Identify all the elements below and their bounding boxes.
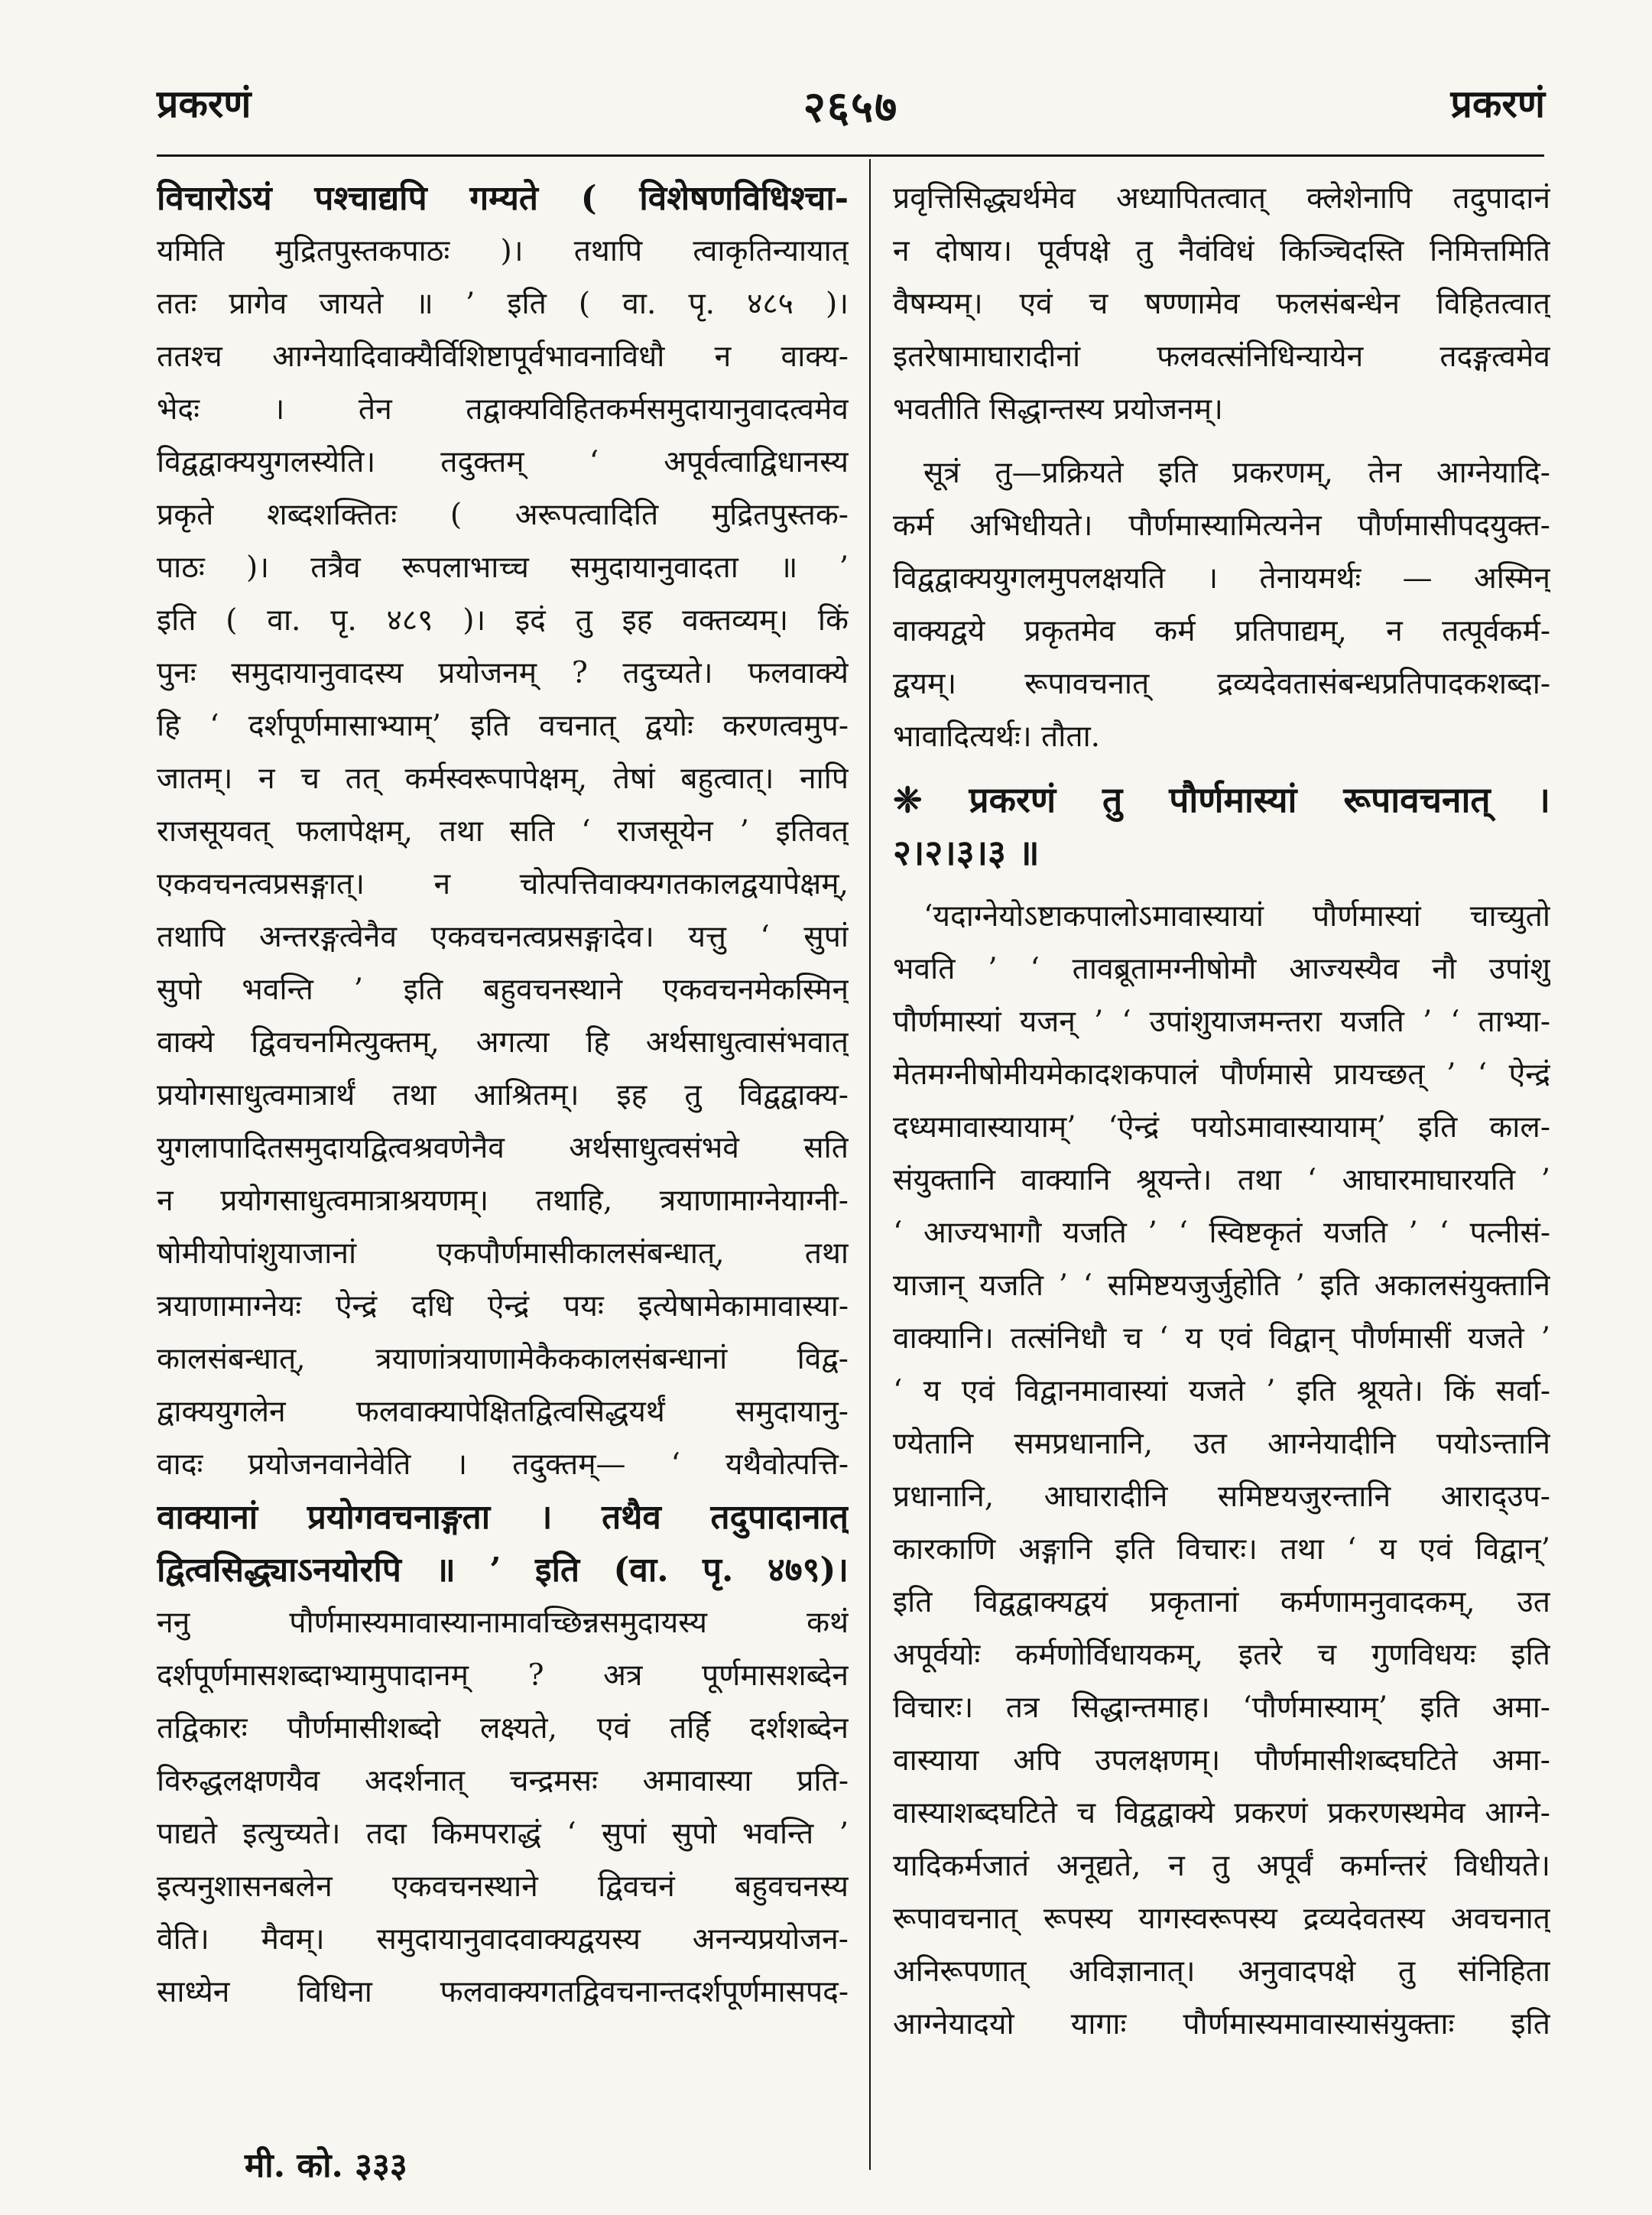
text-line: प्रधानानि, आघारादीनि समिष्टयजुरन्तानि आराद्उप-: [893, 1479, 1550, 1514]
text-line: वास्याशब्दघटिते च विद्वद्वाक्ये प्रकरणं प्रकरणस्थमेव आग्ने-: [893, 1796, 1550, 1830]
text-line: अपूर्वयोः कर्मणोर्विधायकम्, इतरे च गुणविधयः इति: [893, 1638, 1550, 1672]
text-line: भेदः । तेन तद्वाक्यविहितकर्मसमुदायानुवादत्वमेव: [157, 392, 849, 427]
text-line: वास्याया अपि उपलक्षणम्। पौर्णमासीशब्दघटिते अमा-: [893, 1743, 1550, 1778]
left-column: [157, 172, 849, 2019]
text-line: द्वित्वसिद्ध्याऽनयोरपि ॥ ’ इति (वा. पृ. ४७९)।: [157, 1551, 849, 1590]
page-header: [157, 76, 1545, 138]
text-line: कारकाणि अङ्गानि इति विचारः। तथा ‘ य एवं विद्वान्’: [893, 1532, 1550, 1567]
text-line: न प्रयोगसाधुत्वमात्राश्रयणम्। तथाहि, त्रयाणामाग्नेयाग्नी-: [157, 1184, 849, 1218]
text-line: दध्यमावास्यायाम्’ ‘ऐन्द्रं पयोऽमावास्यायाम्’ इति काल-: [893, 1110, 1550, 1145]
text-line: षोमीयोपांशुयाजानां एकपौर्णमासीकालसंबन्धात्, तथा: [157, 1236, 849, 1271]
text-line: यादिकर्मजातं अनूद्यते, न तु अपूर्वं कर्मान्तरं विधीयते।: [893, 1849, 1550, 1883]
footer-signature: मी. को. ३३३: [245, 2146, 407, 2185]
text-line: विचारः। तत्र सिद्धान्तमाह। ‘पौर्णमास्याम्’ इति अमा-: [893, 1690, 1550, 1725]
text-line: तद्विकारः पौर्णमासीशब्दो लक्ष्यते, एवं तर्हि दर्शशब्देन: [157, 1711, 849, 1746]
text-line: साध्येन विधिना फलवाक्यगतद्विवचनान्तदर्शपूर्णमासपद-: [157, 1975, 849, 2009]
text-line: यमिति मुद्रितपुस्तकपाठः )। तथापि त्वाकृतिन्यायात्: [157, 234, 849, 268]
text-line: ‘यदाग्नेयोऽष्टाकपालोऽमावास्यायां पौर्णमास्यां चाच्युतो: [923, 899, 1550, 934]
text-line: भवति ’ ‘ तावब्रूतामग्नीषोमौ आज्यस्यैव नौ उपांशु: [893, 952, 1550, 986]
header-rule-middle: [772, 154, 1384, 157]
text-line: द्वयम्। रूपावचनात् द्रव्यदेवतासंबन्धप्रतिपादकशब्दा-: [893, 667, 1550, 701]
text-line: न दोषाय। पूर्वपक्षे तु नैवंविधं किञ्चिदस्ति निमित्तमिति: [893, 234, 1550, 268]
text-line: प्रयोगसाधुत्वमात्रार्थं तथा आश्रितम्। इह तु विद्वद्वाक्य-: [157, 1078, 849, 1112]
text-line: त्रयाणामाग्नेयः ऐन्द्रं दधि ऐन्द्रं पयः इत्येषामेकामावास्या-: [157, 1289, 849, 1323]
text-line: प्रकृते शब्दशक्तितः ( अरूपत्वादिति मुद्रितपुस्तक-: [157, 498, 849, 532]
text-line: इति ( वा. पृ. ४८९ )। इदं तु इह वक्तव्यम्। किं: [157, 603, 849, 638]
text-line: भावादित्यर्थः। तौता.: [893, 719, 1101, 754]
text-line: दर्शपूर्णमासशब्दाभ्यामुपादानम् ? अत्र पूर्णमासशब्देन: [157, 1658, 849, 1693]
text-line: प्रवृत्तिसिद्ध्यर्थमेव अध्यापितत्वात् क्लेशेनापि तदुपादानं: [893, 181, 1550, 216]
text-line: इति विद्वद्वाक्यद्वयं प्रकृतानां कर्मणामनुवादकम्, उत: [893, 1585, 1550, 1619]
text-line: पौर्णमास्यां यजन् ’ ‘ उपांशुयाजमन्तरा यजति ’ ‘ ताभ्या-: [893, 1005, 1550, 1039]
text-line: पुनः समुदायानुवादस्य प्रयोजनम् ? तदुच्यते। फलवाक्ये: [157, 656, 849, 690]
text-line: वादः प्रयोजनवानेवेति । तदुक्तम्— ‘ यथैवोत्पत्ति-: [157, 1447, 849, 1482]
text-line: वाक्ये द्विवचनमित्युक्तम्, अगत्या हि अर्थसाधुत्वासंभवात्: [157, 1025, 849, 1060]
text-line: ततश्च आग्नेयादिवाक्यैर्विशिष्टापूर्वभावनाविधौ न वाक्य-: [157, 339, 849, 374]
text-line: संयुक्तानि वाक्यानि श्रूयन्ते। तथा ‘ आघारमाघारयति ’: [893, 1163, 1550, 1197]
text-line: पाठः )। तत्रैव रूपलाभाच्च समुदायानुवादता ॥ ’: [157, 551, 849, 585]
text-line: विचारोऽयं पश्चाद्यपि गम्यते ( विशेषणविधिश्चा-: [157, 179, 849, 218]
sutra-heading: ❈ प्रकरणं तु पौर्णमास्यां रूपावचनात् ।: [893, 779, 1550, 820]
column-divider: [869, 159, 871, 2170]
text-line: वेति। मैवम्। समुदायानुवादवाक्यद्वयस्य अनन्यप्रयोजन-: [157, 1922, 849, 1957]
text-line: द्वाक्ययुगलेन फलवाक्यापेक्षितद्वित्वसिद्धयर्थं समुदायानु-: [157, 1395, 849, 1429]
header-left-title: प्रकरणं: [157, 81, 252, 126]
text-line: एकवचनत्वप्रसङ्गात्। न चोत्पत्तिवाक्यगतकालद्वयापेक्षम्,: [157, 867, 849, 901]
text-line: विद्वद्वाक्ययुगलमुपलक्षयति । तेनायमर्थः — अस्मिन्: [893, 561, 1550, 596]
text-line: विद्वद्वाक्ययुगलस्येति। तदुक्तम् ‘ अपूर्वत्वाद्विधानस्य: [157, 445, 849, 479]
text-line: कालसंबन्धात्, त्रयाणांत्रयाणामेकैककालसंबन्धानां विद्व-: [157, 1342, 849, 1376]
text-line: आग्नेयादयो यागाः पौर्णमास्यमावास्यासंयुक्ताः इति: [893, 2007, 1550, 2041]
text-line: भवतीति सिद्धान्तस्य प्रयोजनम्।: [893, 392, 1223, 427]
text-line: कर्म अभिधीयते। पौर्णमास्यामित्यनेन पौर्णमासीपदयुक्त-: [893, 508, 1550, 543]
text-line: पाद्यते इत्युच्यते। तदा किमपराद्धं ‘ सुपां सुपो भवन्ति ’: [157, 1817, 849, 1851]
header-rule-right: [1384, 154, 1544, 157]
text-line: याजान् यजति ’ ‘ समिष्टयजुर्जुहोति ’ इति अकालसंयुक्तानि: [893, 1268, 1550, 1303]
text-line: वाक्यानां प्रयोगवचनाङ्गता । तथैव तदुपादानात्: [157, 1498, 849, 1537]
text-line: राजसूयवत् फलापेक्षम्, तथा सति ‘ राजसूयेन ’ इतिवत्: [157, 814, 849, 849]
text-line: विरुद्धलक्षणयैव अदर्शनात् चन्द्रमसः अमावास्या प्रति-: [157, 1764, 849, 1798]
header-rule-left: [157, 154, 791, 157]
page-number: २६५७: [803, 82, 899, 132]
text-line: ‘ य एवं विद्वानमावास्यां यजते ’ इति श्रूयते। किं सर्वा-: [893, 1374, 1550, 1408]
text-line: वाक्यानि। तत्संनिधौ च ‘ य एवं विद्वान् पौर्णमासीं यजते ’: [893, 1321, 1550, 1356]
text-line: वैषम्यम्। एवं च षण्णामेव फलसंबन्धेन विहितत्वात्: [893, 287, 1550, 321]
text-line: रूपावचनात् रूपस्य यागस्वरूपस्य द्रव्यदेवतस्य अवचनात्: [893, 1902, 1550, 1936]
text-line: युगलापादितसमुदायद्वित्वश्रवणेनैव अर्थसाधुत्वसंभवे सति: [157, 1131, 849, 1165]
text-line: वाक्यद्वये प्रकृतमेव कर्म प्रतिपाद्यम्, न तत्पूर्वकर्म-: [893, 614, 1550, 648]
text-line: ‘ आज्यभागौ यजति ’ ‘ स्विष्टकृतं यजति ’ ‘ पत्नीसं-: [893, 1216, 1550, 1250]
text-line: सूत्रं तु—प्रक्रियते इति प्रकरणम्, तेन आग्नेयादि-: [923, 456, 1550, 490]
text-line: सुपो भवन्ति ’ इति बहुवचनस्थाने एकवचनमेकस्मिन्: [157, 973, 849, 1007]
text-line: हि ‘ दर्शपूर्णमासाभ्याम्’ इति वचनात् द्वयोः करणत्वमुप-: [157, 709, 849, 743]
text-line: जातम्। न च तत् कर्मस्वरूपापेक्षम्, तेषां बहुत्वात्। नापि: [157, 762, 849, 796]
right-column: [893, 172, 1550, 2051]
text-line: ण्येतानि समप्रधानानि, उत आग्नेयादीनि पयोऽन्तानि: [893, 1427, 1550, 1461]
sutra-number: २।२।३।३ ॥: [893, 832, 1040, 873]
text-line: इतरेषामाघारादीनां फलवत्संनिधिन्यायेन तदङ्गत्वमेव: [893, 339, 1550, 374]
text-line: तथापि अन्तरङ्गत्वेनैव एकवचनत्वप्रसङ्गादेव। यत्तु ‘ सुपां: [157, 920, 849, 954]
text-line: इत्यनुशासनबलेन एकवचनस्थाने द्विवचनं बहुवचनस्य: [157, 1869, 849, 1904]
text-line: ततः प्रागेव जायते ॥ ’ इति ( वा. पृ. ४८५ )।: [157, 287, 849, 321]
text-line: अनिरूपणात् अविज्ञानात्। अनुवादपक्षे तु संनिहिता: [893, 1954, 1550, 1989]
header-right-title: प्रकरणं: [1450, 81, 1545, 126]
text-line: ननु पौर्णमास्यमावास्यानामावच्छिन्नसमुदायस्य कथं: [157, 1606, 849, 1640]
text-line: मेतमग्नीषोमीयमेकादशकपालं पौर्णमासे प्रायच्छत् ’ ‘ ऐन्द्रं: [893, 1057, 1550, 1092]
